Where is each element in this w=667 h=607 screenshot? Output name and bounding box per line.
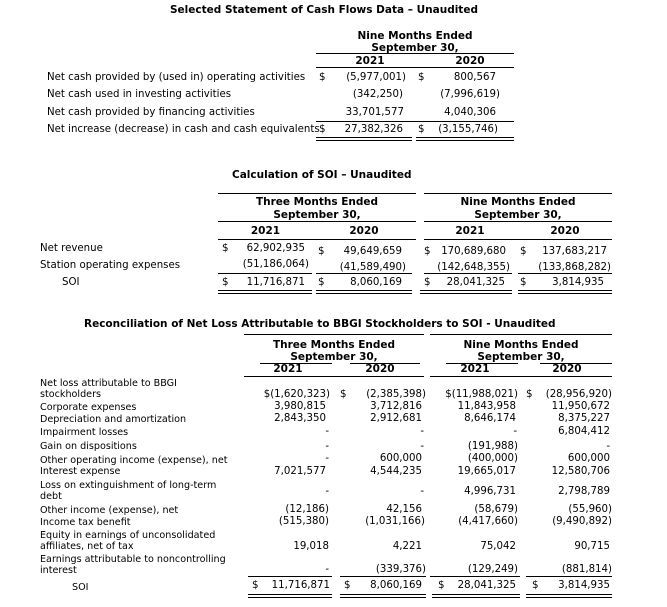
soi-three-line1: Three Months Ended [255,196,379,208]
soi-nine-line1: Nine Months Ended [460,196,576,208]
recon-value: 11,843,958 [457,401,516,412]
recon-dollar-sign: $ [526,389,533,400]
recon-value: 2,798,789 [558,486,610,497]
recon-year-underline [540,363,612,364]
soi-total-double-rule [420,290,512,294]
cf-period-line2: September 30, [371,42,459,54]
recon-row-label: Equity in earnings of unconsolidated [40,530,216,541]
recon-value: 7,021,577 [274,466,326,477]
soi-top-rule [424,193,612,194]
soi-total-double-rule [518,290,612,294]
recon-value: 90,715 [574,541,610,552]
soi-total-double-rule [316,290,412,294]
recon-value: (339,376) [375,564,426,575]
cash-flows-title: Selected Statement of Cash Flows Data – Unaudited [170,4,478,16]
soi-value: 3,814,935 [552,277,604,288]
soi-dollar-sign: $ [520,277,527,288]
recon-three-line2: September 30, [290,351,378,363]
recon-year-underline [260,363,332,364]
recon-year-rule [244,376,424,377]
recon-dollar-sign: $ [532,580,539,591]
cf-header-rule [316,53,514,54]
cf-value-2020: (3,155,746) [438,124,498,135]
recon-value: 8,060,169 [370,580,422,591]
cf-year-2020: 2020 [455,55,485,67]
recon-title: Reconciliation of Net Loss Attributable to BBGI Stockholders to SOI - Unaudited [84,318,556,330]
cf-value-2021: 27,382,326 [344,124,403,135]
cf-row-label: Net increase (decrease) in cash and cash equivalents [47,124,320,135]
recon-row-label: Gain on dispositions [40,441,137,452]
soi-year: 2021 [455,225,485,237]
cf-value-2021: (5,977,001) [346,72,406,83]
recon-value: 28,041,325 [457,580,516,591]
recon-value: (28,956,920) [545,389,612,400]
recon-row-label: stockholders [40,389,102,400]
recon-value: $(1,620,323) [263,389,330,400]
cf-year-2021: 2021 [355,55,385,67]
recon-dollar-sign: $ [252,580,259,591]
recon-value: - [420,441,424,452]
recon-value: (55,960) [568,504,612,515]
cf-value-2021: (342,250) [352,89,403,100]
recon-value: - [325,441,329,452]
soi-subtotal-rule [424,273,512,274]
soi-dollar-sign: $ [318,246,325,257]
soi-year: 2020 [349,225,379,237]
soi-calc-title: Calculation of SOI – Unaudited [232,169,412,181]
recon-value: 19,018 [293,541,329,552]
recon-value: (9,490,892) [552,516,612,527]
recon-row-label: Other operating income (expense), net [40,455,228,466]
recon-top-rule [244,334,424,335]
recon-value: 2,843,350 [274,413,326,424]
cf-dollar-sign: $ [418,72,425,83]
cf-dollar-sign: $ [418,124,425,135]
recon-row-label: Income tax benefit [40,517,131,528]
recon-subtotal-rule [430,576,520,577]
recon-value: (515,380) [278,516,329,527]
soi-year-rule [424,239,612,240]
cf-year-rule [316,67,514,68]
recon-value: (58,679) [474,504,518,515]
recon-row-label: Net loss attributable to BBGI [40,378,177,389]
cf-value-2021: 33,701,577 [345,107,404,118]
recon-value: 600,000 [379,453,422,464]
cf-row-label: Net cash provided by (used in) operating activities [47,72,306,83]
recon-year-rule [430,376,612,377]
recon-value: $(11,988,021) [445,389,518,400]
cf-row-label: Net cash provided by financing activities [47,107,255,118]
cf-subtotal-rule [316,121,514,122]
soi-value: 62,902,935 [246,243,305,254]
soi-total-double-rule [218,290,312,294]
recon-value: 75,042 [480,541,516,552]
recon-value: - [325,486,329,497]
recon-dollar-sign: $ [344,580,351,591]
recon-dollar-sign: $ [438,580,445,591]
cf-value-2020: 4,040,306 [444,107,496,118]
soi-value: 28,041,325 [446,277,505,288]
recon-total-double-rule [248,594,332,598]
soi-header-rule [218,221,416,222]
recon-row-label: interest [40,565,77,576]
soi-value: 8,060,169 [350,277,402,288]
recon-value: - [420,426,424,437]
recon-value: - [325,453,329,464]
recon-value: 11,716,871 [271,580,330,591]
recon-value: 3,712,816 [370,401,422,412]
recon-subtotal-rule [340,576,426,577]
recon-row-label: Loss on extinguishment of long-term [40,480,217,491]
soi-subtotal-rule [316,273,412,274]
soi-row-label: Station operating expenses [40,260,181,271]
recon-row-label: Depreciation and amortization [40,414,187,425]
recon-total-double-rule [526,594,612,598]
recon-value: 4,221 [392,541,422,552]
soi-year: 2020 [550,225,580,237]
recon-year-underline [350,363,420,364]
soi-year: 2021 [250,225,281,237]
recon-value: - [325,564,329,575]
recon-value: (881,814) [561,564,612,575]
recon-three-line1: Three Months Ended [272,339,396,351]
soi-three-line2: September 30, [273,209,361,221]
recon-value: 12,580,706 [551,466,610,477]
soi-top-rule [218,193,416,194]
soi-year-rule [218,239,416,240]
recon-subtotal-rule [248,576,332,577]
soi-dollar-sign: $ [318,277,325,288]
recon-value: 2,912,681 [370,413,422,424]
recon-subtotal-rule [526,576,612,577]
recon-value: (2,385,398) [366,389,426,400]
recon-value: 3,980,815 [274,401,326,412]
cf-period-line1: Nine Months Ended [357,30,473,42]
recon-value: (12,186) [285,504,329,515]
cf-value-2020: 800,567 [453,72,496,83]
soi-nine-line2: September 30, [474,209,562,221]
recon-value: (129,249) [467,564,518,575]
soi-row-label: Net revenue [40,243,103,254]
recon-year: 2020 [552,363,582,375]
recon-row-label: SOI [72,582,89,593]
recon-dollar-sign: $ [340,389,347,400]
recon-row-label: affiliates, net of tax [40,541,134,552]
recon-year: 2021 [460,363,490,375]
recon-value: (191,988) [467,441,518,452]
soi-dollar-sign: $ [222,243,229,254]
recon-nine-line1: Nine Months Ended [463,339,579,351]
cf-total-double-rule [316,137,412,141]
recon-row-label: Corporate expenses [40,402,137,413]
recon-year-underline [446,363,518,364]
soi-header-rule [424,221,612,222]
recon-row-label: Earnings attributable to noncontrolling [40,554,226,565]
recon-value: 42,156 [386,504,422,515]
recon-value: 8,646,174 [464,413,516,424]
soi-dollar-sign: $ [520,246,527,257]
recon-total-double-rule [340,594,426,598]
cf-dollar-sign: $ [319,72,326,83]
soi-dollar-sign: $ [222,277,229,288]
recon-value: - [606,441,610,452]
recon-value: - [325,426,329,437]
soi-dollar-sign: $ [424,277,431,288]
recon-value: (1,031,166) [365,516,425,527]
recon-value: 4,544,235 [370,466,422,477]
recon-value: 3,814,935 [558,580,610,591]
soi-dollar-sign: $ [424,246,431,257]
recon-value: 600,000 [567,453,610,464]
recon-year: 2021 [273,363,303,375]
soi-value: 11,716,871 [246,277,305,288]
recon-value: (4,417,660) [458,516,518,527]
recon-value: - [513,426,517,437]
recon-top-rule [430,334,612,335]
soi-value: (51,186,064) [242,259,309,270]
cf-total-double-rule [416,137,514,141]
recon-value: 6,804,412 [558,426,610,437]
soi-value: 170,689,680 [441,246,506,257]
recon-row-label: Other income (expense), net [40,505,179,516]
recon-row-label: debt [40,491,62,502]
cf-row-label: Net cash used in investing activities [47,89,232,100]
soi-value: 137,683,217 [542,246,607,257]
soi-value: 49,649,659 [343,246,402,257]
soi-value: (133,868,282) [538,262,611,273]
recon-row-label: Interest expense [40,466,121,477]
soi-value: (41,589,490) [339,262,406,273]
recon-value: 8,375,227 [558,413,610,424]
recon-nine-line2: September 30, [477,351,565,363]
soi-subtotal-rule [218,273,312,274]
recon-row-label: Impairment losses [40,427,129,438]
recon-year: 2020 [365,363,395,375]
cf-dollar-sign: $ [319,124,326,135]
recon-value: 11,950,672 [551,401,610,412]
recon-value: 4,996,731 [464,486,516,497]
soi-row-label: SOI [62,277,80,288]
soi-value: (142,648,355) [437,262,510,273]
cf-value-2020: (7,996,619) [440,89,500,100]
recon-value: 19,665,017 [457,466,516,477]
recon-total-double-rule [432,594,520,598]
soi-subtotal-rule [518,273,612,274]
recon-value: - [420,486,424,497]
recon-value: (400,000) [467,453,518,464]
